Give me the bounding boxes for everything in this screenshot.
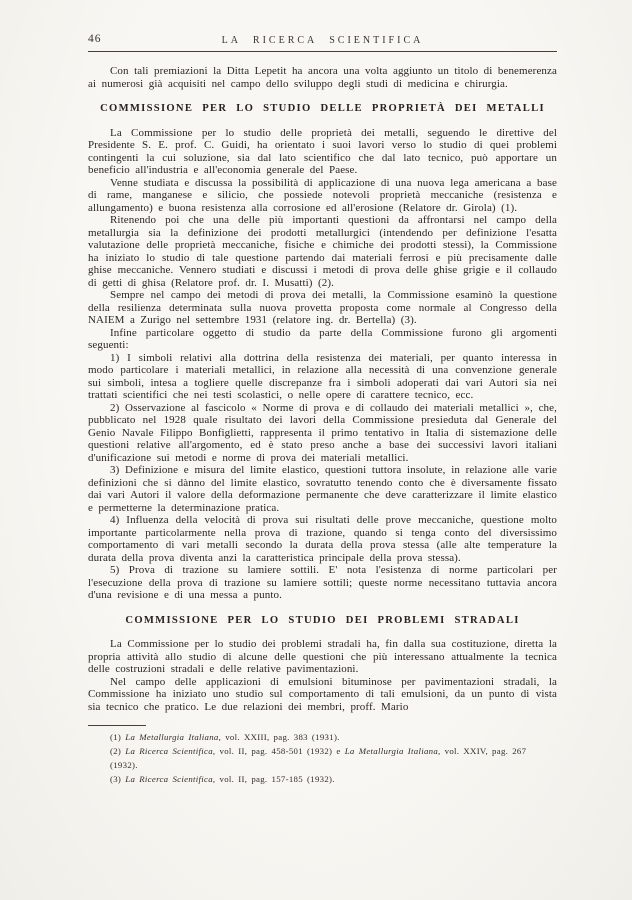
section-heading-proprieta-metalli: COMMISSIONE PER LO STUDIO DELLE PROPRIETÀ DEI METALLI: [100, 103, 545, 114]
journal-title: LA RICERCA SCIENTIFICA: [221, 35, 424, 46]
page-number: 46: [88, 33, 102, 45]
numbered-item: 3) Definizione e misura del limite elastico, questioni tuttora insolute, in relazione alle varie definizioni che si dànno del limite elastico, sovratutto tenendo conto che è diversamente fissato dai vari Autori il valore della deformazione permanente che deve caratterizzare il limite elastico e permetterne la determinazione pratica.: [88, 464, 557, 514]
header-rule: [88, 51, 557, 52]
paragraph: Sempre nel campo dei metodi di prova dei metalli, la Commissione esaminò la questione della resilienza determinata sulla nuova provetta proposta come normale al Congresso della NAIEM a Zurigo nel settembre 1931 (relatore ing. dr. Bertella) (3).: [88, 289, 557, 326]
footnotes-block: [88, 725, 557, 786]
footnote: (3) La Ricerca Scientifica, vol. II, pag. 157-185 (1932).: [110, 774, 335, 784]
paragraph: La Commissione per lo studio dei problemi stradali ha, fin dalla sua costituzione, diretta la propria attività allo studio di alcune delle questioni che più interessano attualmente la tecnica delle costruzioni stradali e delle relative pavimentazioni.: [88, 638, 557, 675]
numbered-item: 5) Prova di trazione su lamiere sottili. E' nota l'esistenza di norme particolari per l'esecuzione della prova di trazione su lamiere sottili; queste norme necessitano tuttavia ancora d'una revisione e di una messa a punto.: [88, 564, 557, 601]
numbered-item: 1) I simboli relativi alla dottrina della resistenza dei materiali, per quanto interessa in modo particolare i materiali metallici, in relazione alla necessità di una convenzione generale sui simboli, intesa a togliere quelle discrepanze fra i simboli adoperati dai vari Autori sia nei trattati scientifici che nei testi scolastici, o nelle opere di carattere tecnico, ecc.: [88, 351, 557, 401]
footnote: (2) La Ricerca Scientifica, vol. II, pag. 458-501 (1932) e La Metallurgia Italiana, vol. XXIV, pag. 267 (1932).: [110, 746, 527, 770]
footnote: (1) La Metallurgia Italiana, vol. XXIII, pag. 383 (1931).: [110, 732, 340, 742]
page-content: [88, 33, 557, 786]
paragraph: Ritenendo poi che una delle più importanti questioni da affrontarsi nel campo della metallurgia sia la definizione dei prodotti metallurgici (intendendo per definizione l'esatta valutazione delle proprietà meccaniche, fisiche e chimiche dei prodotti stessi), la Commissione ha iniziato lo studio di tale questione partendo dai materiali ferrosi e più precisamente dalle ghise meccaniche. Vennero studiati e discussi i metodi di prova delle ghise grigie e il collaudo di getti di ghisa (Relatore prof. dr. I. Musatti) (2).: [88, 214, 557, 289]
numbered-item: 2) Osservazione al fascicolo « Norme di prova e di collaudo dei materiali metallici », che, pubblicato nel 1928 quale risultato dei lavori della Commissione presieduta dal Generale del Genio Navale Filippo Bonfiglietti, rappresenta il primo tentativo in Italia di sistemazione delle questioni relative all'argomento, ed è stato preso anche a base dei successivi lavori italiani d'unificazione sui metodi e norme di prova dei materiali metallici.: [88, 401, 557, 464]
paragraph: Nel campo delle applicazioni di emulsioni bituminose per pavimentazioni stradali, la Commissione ha iniziato uno studio sul comportamento di tali emulsioni, da un punto di vista sia tecnico che pratico. Le due relazioni dei membri, proff. Mario: [88, 675, 557, 713]
page-body: [88, 65, 557, 713]
paragraph: Infine particolare oggetto di studio da parte della Commissione furono gli argomenti seguenti:: [88, 326, 557, 351]
page-header: [88, 33, 557, 48]
paragraph: La Commissione per lo studio delle proprietà dei metalli, seguendo le direttive del Presidente S. E. prof. C. Guidi, ha orientato i suoi lavori verso lo studio di quei problemi contingenti la cui soluzione, sia dal lato scientifico che dal lato tecnico, può apportare un beneficio all'industria e all'economia generale del Paese.: [88, 126, 557, 176]
footnote-rule: [88, 725, 146, 726]
intro-paragraph: Con tali premiazioni la Ditta Lepetit ha ancora una volta aggiunto un titolo di benemerenza ai numerosi già acquisiti nel campo dello sviluppo degli studi di medicina e chirurgia.: [88, 65, 557, 90]
numbered-item: 4) Influenza della velocità di prova sui risultati delle prove meccaniche, questione molto importante particolarmente nella prova di trazione, quando si tenga conto del diversissimo comportamento di vari metalli secondo la durata della prova stessa (alle alte temperature la durata della prova diventa anzi la caratteristica principale della prova stessa).: [88, 514, 557, 564]
section-heading-problemi-stradali: COMMISSIONE PER LO STUDIO DEI PROBLEMI STRADALI: [125, 614, 520, 626]
paragraph: Venne studiata e discussa la possibilità di applicazione di una nuova lega americana a base di rame, manganese e silicio, che possiede notevoli proprietà meccaniche (resistenza e allungamento) e buona resistenza alla corrosione ed all'erosione (Relatore dr. Girola) (1).: [88, 176, 557, 214]
